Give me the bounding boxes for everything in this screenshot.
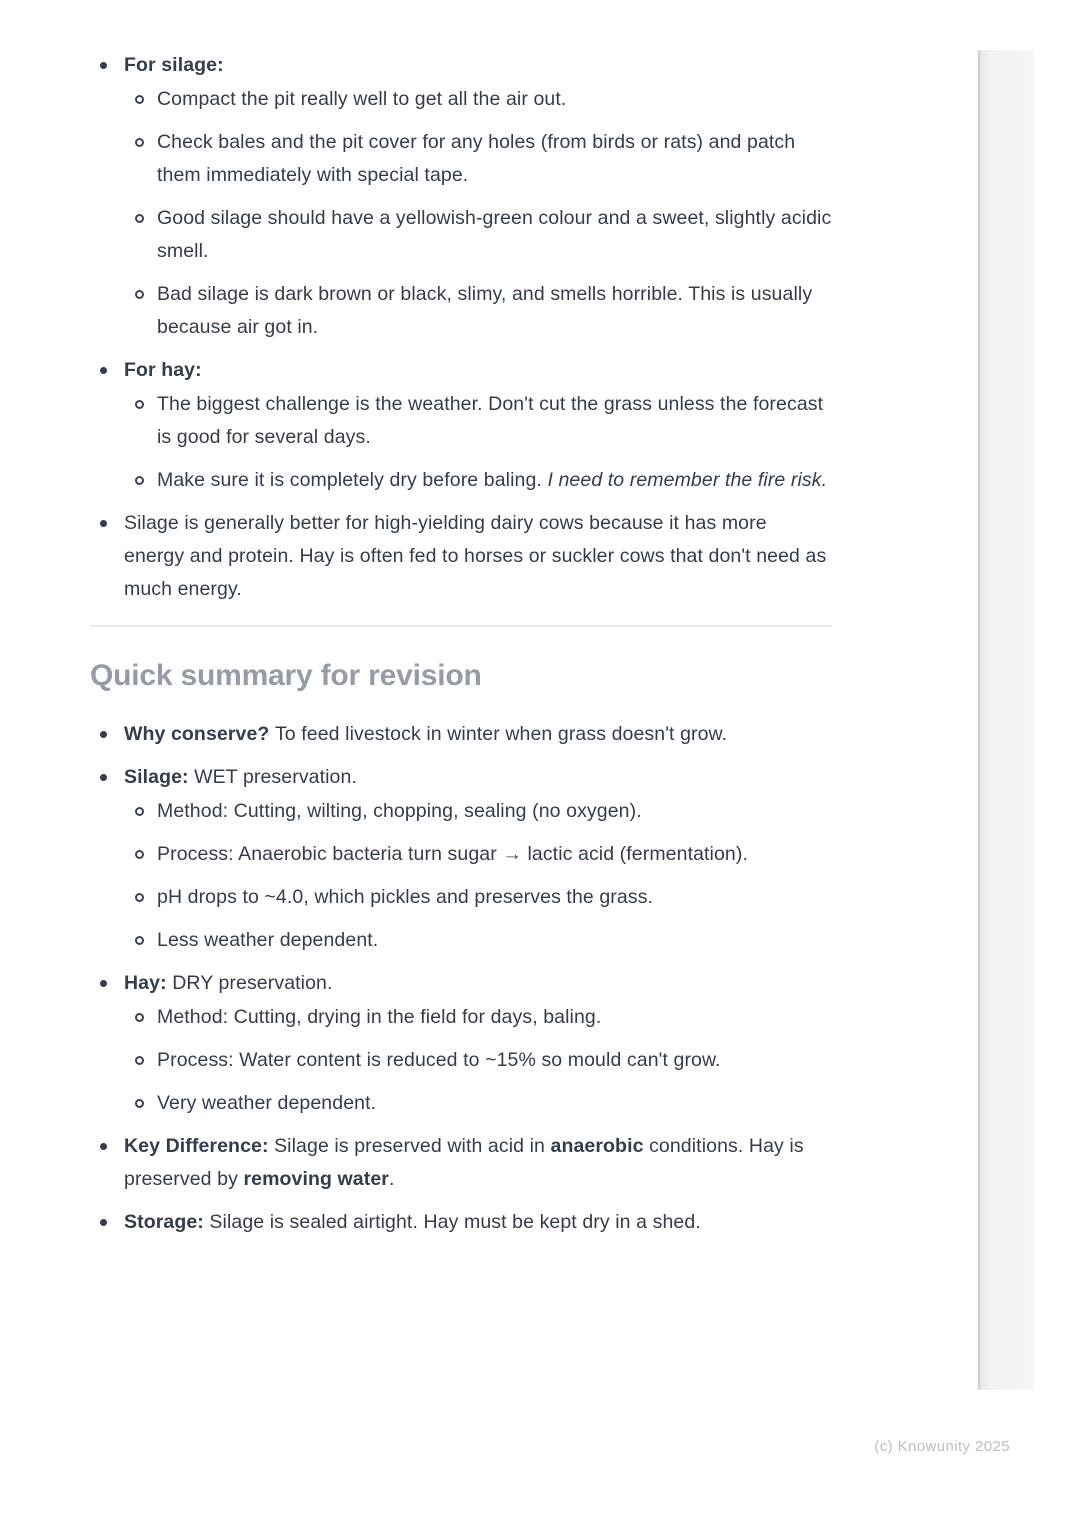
text: Less weather dependent. — [157, 929, 379, 951]
list-item — [124, 354, 832, 497]
bold-text: Hay: — [124, 972, 173, 994]
text: pH drops to ~4.0, which pickles and preserves the grass. — [157, 886, 654, 908]
sub-list — [124, 83, 832, 344]
list-item-text — [157, 1006, 601, 1028]
text: Very weather dependent. — [157, 1092, 377, 1114]
bullet-icon — [100, 980, 107, 987]
list-item-text — [124, 723, 727, 745]
text: conditions. Hay is preserved by — [124, 1135, 804, 1190]
list-item-text — [157, 843, 748, 865]
sub-bullet-icon — [135, 1056, 144, 1065]
bold-text: Storage: — [124, 1211, 210, 1233]
list-item — [124, 507, 832, 606]
notes-list — [90, 49, 832, 606]
list-item-text — [157, 207, 831, 262]
text: Method: Cutting, drying in the field for days, baling. — [157, 1006, 602, 1028]
bullet-icon — [100, 1219, 107, 1226]
summary-list — [90, 718, 832, 1239]
list-item-text — [124, 359, 202, 381]
italic-text: I need to remember the fire risk. — [547, 469, 828, 491]
bold-text: For hay: — [124, 359, 202, 381]
list-item — [124, 967, 832, 1120]
sub-list — [124, 795, 832, 957]
list-item-text — [157, 929, 378, 951]
list-item — [124, 1206, 832, 1239]
summary-heading: Quick summary for revision — [90, 659, 482, 692]
list-item-text — [157, 283, 812, 338]
list-item-text — [157, 88, 566, 110]
sub-list — [124, 1001, 832, 1120]
bullet-icon — [100, 367, 107, 374]
list-item-text — [124, 972, 333, 994]
section-divider — [90, 625, 832, 627]
sub-bullet-icon — [135, 95, 144, 104]
text: Silage is preserved with acid in — [274, 1135, 551, 1157]
sub-bullet-icon — [135, 476, 144, 485]
sub-bullet-icon — [135, 807, 144, 816]
bold-text: removing water — [243, 1168, 389, 1190]
sub-list-item — [157, 126, 832, 192]
scrollbar-track[interactable] — [978, 50, 1034, 1390]
text: Process: Anaerobic bacteria turn sugar → lactic acid (fermentation). — [157, 843, 748, 865]
sub-list-item — [157, 202, 832, 268]
copyright-footer: (c) Knowunity 2025 — [874, 1438, 1010, 1455]
sub-list-item — [157, 1087, 832, 1120]
bold-text: anaerobic — [550, 1135, 644, 1157]
text: Silage is sealed airtight. Hay must be kept dry in a shed. — [209, 1211, 701, 1233]
text: WET preservation. — [194, 766, 357, 788]
sub-list-item — [157, 388, 832, 454]
text: Bad silage is dark brown or black, slimy, and smells horrible. This is usually because air got in. — [157, 283, 813, 338]
notes-content — [90, 49, 832, 1249]
sub-list-item — [157, 1044, 832, 1077]
bold-text: Why conserve? — [124, 723, 275, 745]
sub-bullet-icon — [135, 936, 144, 945]
sub-bullet-icon — [135, 1013, 144, 1022]
list-item-text — [157, 393, 823, 448]
sub-list-item — [157, 795, 832, 828]
text: . — [388, 1168, 395, 1190]
bullet-icon — [100, 1143, 107, 1150]
text: Silage is generally better for high-yielding dairy cows because it has more energy and protein. Hay is often fed to horses or suckler cows that don't need as much energy. — [124, 512, 827, 600]
sub-list-item — [157, 464, 832, 497]
list-item — [124, 49, 832, 344]
list-item-text — [157, 469, 827, 491]
list-item-text — [157, 886, 653, 908]
list-item-text — [124, 1135, 804, 1190]
list-item-text — [157, 800, 642, 822]
text: The biggest challenge is the weather. Don't cut the grass unless the forecast is good for several days. — [157, 393, 824, 448]
list-item-text — [124, 54, 224, 76]
sub-list — [124, 388, 832, 497]
text: Compact the pit really well to get all the air out. — [157, 88, 567, 110]
list-item-text — [124, 1211, 701, 1233]
text: Check bales and the pit cover for any holes (from birds or rats) and patch them immediately with special tape. — [157, 131, 796, 186]
list-item — [124, 718, 832, 751]
text: Process: Water content is reduced to ~15% so mould can't grow. — [157, 1049, 721, 1071]
sub-bullet-icon — [135, 400, 144, 409]
sub-bullet-icon — [135, 850, 144, 859]
bold-text: Silage: — [124, 766, 195, 788]
sub-list-item — [157, 83, 832, 116]
sub-bullet-icon — [135, 893, 144, 902]
text: Make sure it is completely dry before baling. — [157, 469, 548, 491]
bold-text: For silage: — [124, 54, 224, 76]
sub-bullet-icon — [135, 1099, 144, 1108]
text: To feed livestock in winter when grass doesn't grow. — [274, 723, 728, 745]
sub-list-item — [157, 881, 832, 914]
sub-bullet-icon — [135, 214, 144, 223]
list-item — [124, 1130, 832, 1196]
sub-list-item — [157, 1001, 832, 1034]
sub-bullet-icon — [135, 138, 144, 147]
list-item-text — [157, 1049, 721, 1071]
text: Method: Cutting, wilting, chopping, sealing (no oxygen). — [157, 800, 642, 822]
list-item — [124, 761, 832, 957]
list-item-text — [157, 1092, 376, 1114]
list-item-text — [124, 512, 826, 600]
sub-list-item — [157, 838, 832, 871]
text: DRY preservation. — [172, 972, 333, 994]
sub-list-item — [157, 924, 832, 957]
bullet-icon — [100, 520, 107, 527]
bullet-icon — [100, 774, 107, 781]
sub-list-item — [157, 278, 832, 344]
sub-bullet-icon — [135, 290, 144, 299]
bullet-icon — [100, 62, 107, 69]
bullet-icon — [100, 731, 107, 738]
list-item-text — [124, 766, 357, 788]
bold-text: Key Difference: — [124, 1135, 275, 1157]
text: Good silage should have a yellowish-green colour and a sweet, slightly acidic smell. — [157, 207, 832, 262]
list-item-text — [157, 131, 795, 186]
